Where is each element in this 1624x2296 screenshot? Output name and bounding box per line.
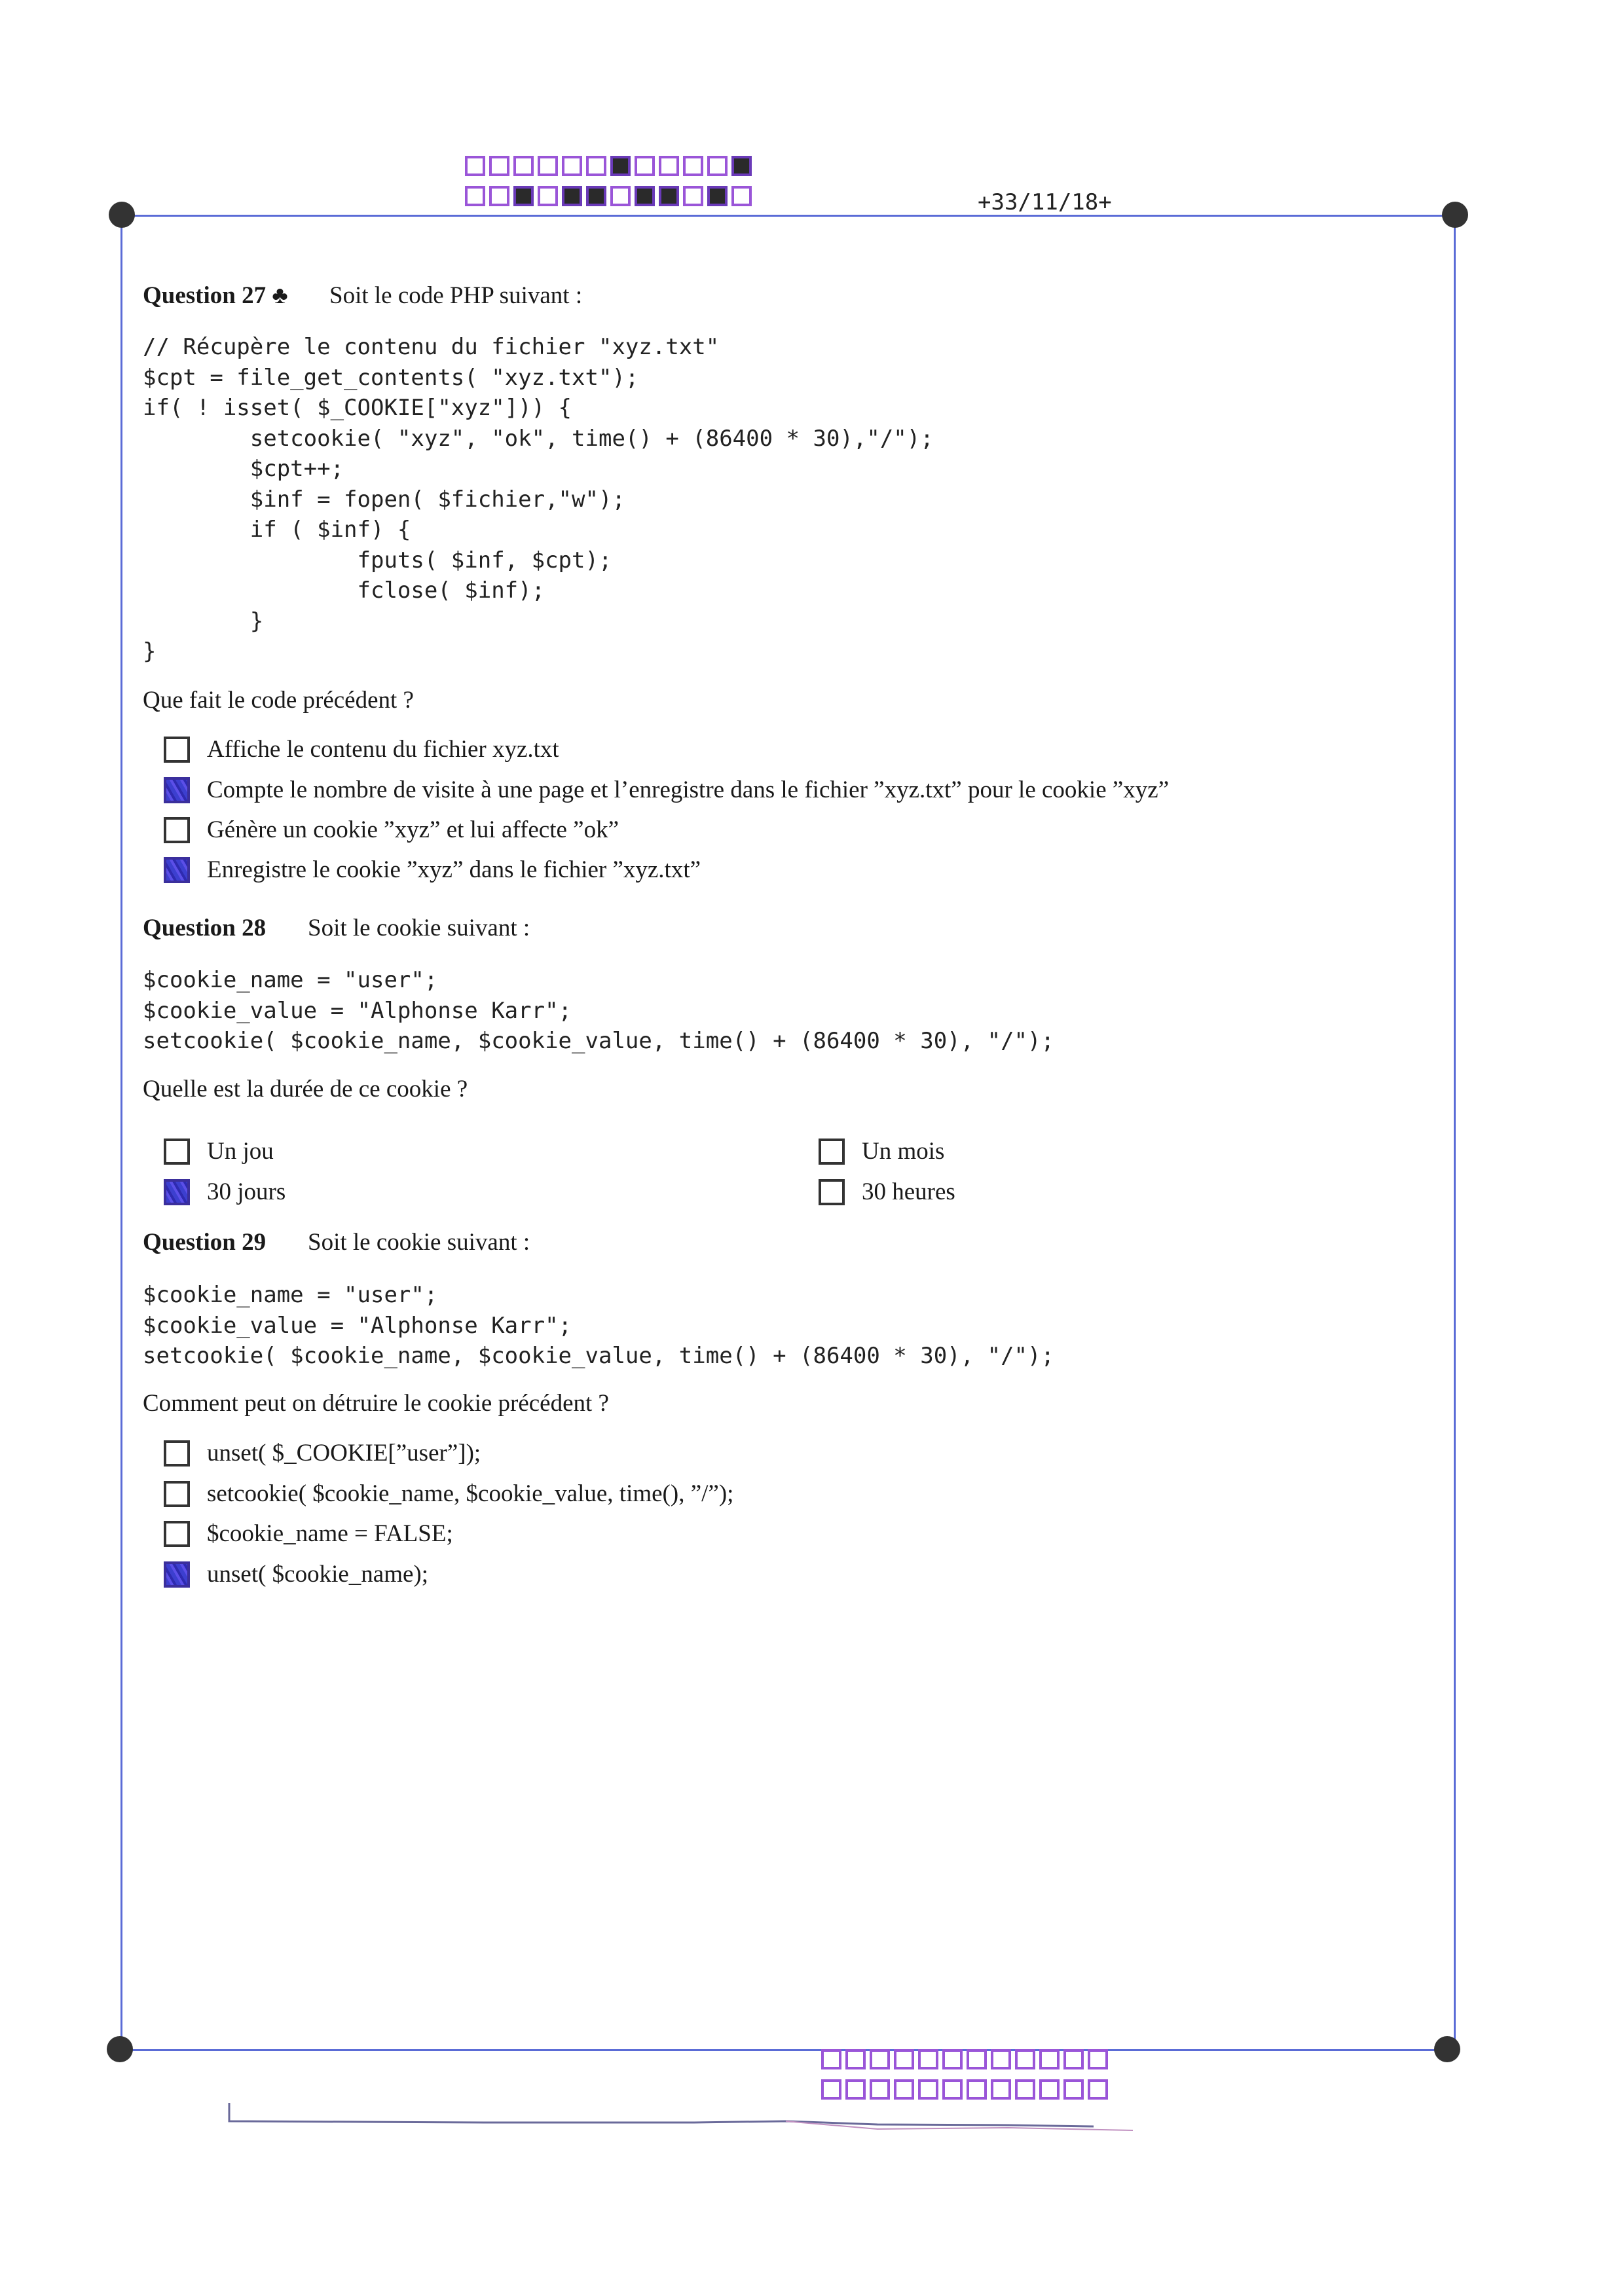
frame-right-line xyxy=(1454,216,1456,2049)
id-code-cell xyxy=(562,156,582,176)
q28-answer-3-checkbox[interactable] xyxy=(164,1179,190,1205)
q28-answer-3[interactable] xyxy=(164,1178,286,1206)
id-code-cell xyxy=(586,186,606,206)
id-code-cell xyxy=(707,186,728,206)
id-code-cell xyxy=(918,2049,938,2069)
id-code-cell xyxy=(991,2049,1011,2069)
q29-answer-3-label: $cookie_name = FALSE; xyxy=(207,1520,453,1547)
id-code-cell xyxy=(683,186,703,206)
id-code-cell xyxy=(465,156,485,176)
question-29-title: Question 29 xyxy=(143,1229,267,1256)
q28-answer-1-label: Un jou xyxy=(207,1138,274,1165)
id-code-cell xyxy=(1063,2049,1084,2069)
q27-answer-2-checkbox[interactable] xyxy=(164,777,190,803)
q29-answer-3-checkbox[interactable] xyxy=(164,1521,190,1547)
id-code-cell xyxy=(635,186,655,206)
corner-mark-top-right xyxy=(1442,202,1468,228)
question-27-description: Soit le code PHP suivant : xyxy=(329,282,583,309)
q27-answer-1-label: Affiche le contenu du fichier xyz.txt xyxy=(207,736,559,763)
corner-mark-bottom-left xyxy=(107,2036,133,2062)
question-27-heading xyxy=(143,282,583,310)
q28-answer-2-label: Un mois xyxy=(862,1138,945,1165)
question-27-title: Question 27 ♣ xyxy=(143,282,288,309)
q29-answer-2[interactable] xyxy=(164,1480,733,1508)
q27-answer-3-checkbox[interactable] xyxy=(164,817,190,843)
q29-answer-2-checkbox[interactable] xyxy=(164,1481,190,1507)
signature-scribble xyxy=(223,2095,1139,2147)
id-code-cell xyxy=(538,186,558,206)
id-code-cell xyxy=(967,2049,987,2069)
q29-answer-4-checkbox[interactable] xyxy=(164,1561,190,1588)
q28-answer-1[interactable] xyxy=(164,1137,274,1165)
q29-answer-3[interactable] xyxy=(164,1520,453,1548)
question-27-prompt: Que fait le code précédent ? xyxy=(143,687,414,714)
question-28-title: Question 28 xyxy=(143,915,267,941)
id-code-cell xyxy=(731,186,752,206)
id-code-cell xyxy=(1039,2049,1060,2069)
id-code-cell xyxy=(683,156,703,176)
q27-answer-1-checkbox[interactable] xyxy=(164,737,190,763)
frame-bottom-line xyxy=(123,2049,1452,2051)
question-29-heading xyxy=(143,1228,530,1256)
q29-answer-1-label: unset( $_COOKIE[”user”]); xyxy=(207,1440,481,1467)
q29-answer-1[interactable] xyxy=(164,1439,481,1467)
q28-answer-4[interactable] xyxy=(819,1178,955,1206)
frame-left-line xyxy=(120,216,122,2049)
question-28-prompt: Quelle est la durée de ce cookie ? xyxy=(143,1076,468,1102)
id-code-cell xyxy=(942,2049,963,2069)
q27-answer-2-label: Compte le nombre de visite à une page et l’enregistre dans le fichier ”xyz.txt” pour le cookie ”xyz” xyxy=(207,776,1170,803)
question-28-code: $cookie_name = "user"; $cookie_value = "Alphonse Karr"; setcookie( $cookie_name, $cookie_value, time() + (86400 * 30), "/"); xyxy=(143,967,1054,1054)
q29-answer-1-checkbox[interactable] xyxy=(164,1440,190,1467)
corner-mark-top-left xyxy=(109,202,135,228)
question-27-code: // Récupère le contenu du fichier "xyz.txt" $cpt = file_get_contents( "xyz.txt"); if( ! isset( $_COOKIE["xyz"])) { setcookie( "xyz", "ok", time() + (86400 * 30),"/"); $cpt++; $inf = fopen( $fichier,"w"); if ( $inf) { fputs( $inf, $cpt); fclose( $inf); } } xyxy=(143,334,934,665)
id-code-cell xyxy=(845,2049,866,2069)
id-code-cell xyxy=(659,186,679,206)
q27-answer-3[interactable] xyxy=(164,816,619,844)
q28-answer-4-checkbox[interactable] xyxy=(819,1179,845,1205)
q29-answer-2-label: setcookie( $cookie_name, $cookie_value, time(), ”/”); xyxy=(207,1480,734,1507)
q29-answer-4-label: unset( $cookie_name); xyxy=(207,1561,429,1588)
id-code-cell xyxy=(489,186,509,206)
id-code-cell xyxy=(586,156,606,176)
question-28-heading xyxy=(143,914,530,942)
q28-answer-3-label: 30 jours xyxy=(207,1178,286,1205)
q27-answer-4-checkbox[interactable] xyxy=(164,857,190,883)
question-29-prompt: Comment peut on détruire le cookie précédent ? xyxy=(143,1390,609,1417)
id-code-cell xyxy=(513,156,534,176)
corner-mark-bottom-right xyxy=(1434,2036,1460,2062)
q29-answer-4[interactable] xyxy=(164,1560,428,1588)
id-code-cell xyxy=(465,186,485,206)
q28-answer-2-checkbox[interactable] xyxy=(819,1139,845,1165)
id-code-cell xyxy=(731,156,752,176)
q27-answer-1[interactable] xyxy=(164,735,559,763)
q28-answer-2[interactable] xyxy=(819,1137,944,1165)
q28-answer-4-label: 30 heures xyxy=(862,1178,955,1205)
q27-answer-4-label: Enregistre le cookie ”xyz” dans le fichier ”xyz.txt” xyxy=(207,856,701,883)
bottom-id-code-row-1 xyxy=(821,2049,1112,2069)
question-28-description: Soit le cookie suivant : xyxy=(308,915,530,941)
id-code-cell xyxy=(562,186,582,206)
id-code-cell xyxy=(1088,2049,1108,2069)
id-code-cell xyxy=(1015,2049,1035,2069)
frame-top-line xyxy=(123,215,1457,217)
id-code-cell xyxy=(538,156,558,176)
top-id-code-row-2 xyxy=(465,186,756,206)
id-code-cell xyxy=(707,156,728,176)
id-code-cell xyxy=(489,156,509,176)
q27-answer-4[interactable] xyxy=(164,856,701,884)
id-code-cell xyxy=(894,2049,914,2069)
q27-answer-3-label: Génère un cookie ”xyz” et lui affecte ”ok” xyxy=(207,816,619,843)
id-code-cell xyxy=(659,156,679,176)
page-code: +33/11/18+ xyxy=(978,189,1112,215)
id-code-cell xyxy=(610,186,631,206)
id-code-cell xyxy=(821,2049,841,2069)
id-code-cell xyxy=(610,156,631,176)
q27-answer-2[interactable] xyxy=(164,776,1169,804)
q28-answer-1-checkbox[interactable] xyxy=(164,1139,190,1165)
top-id-code-row-1 xyxy=(465,156,756,176)
id-code-cell xyxy=(870,2049,890,2069)
id-code-cell xyxy=(635,156,655,176)
question-29-code: $cookie_name = "user"; $cookie_value = "Alphonse Karr"; setcookie( $cookie_name, $cookie_value, time() + (86400 * 30), "/"); xyxy=(143,1282,1054,1369)
id-code-cell xyxy=(513,186,534,206)
question-29-description: Soit le cookie suivant : xyxy=(308,1229,530,1256)
